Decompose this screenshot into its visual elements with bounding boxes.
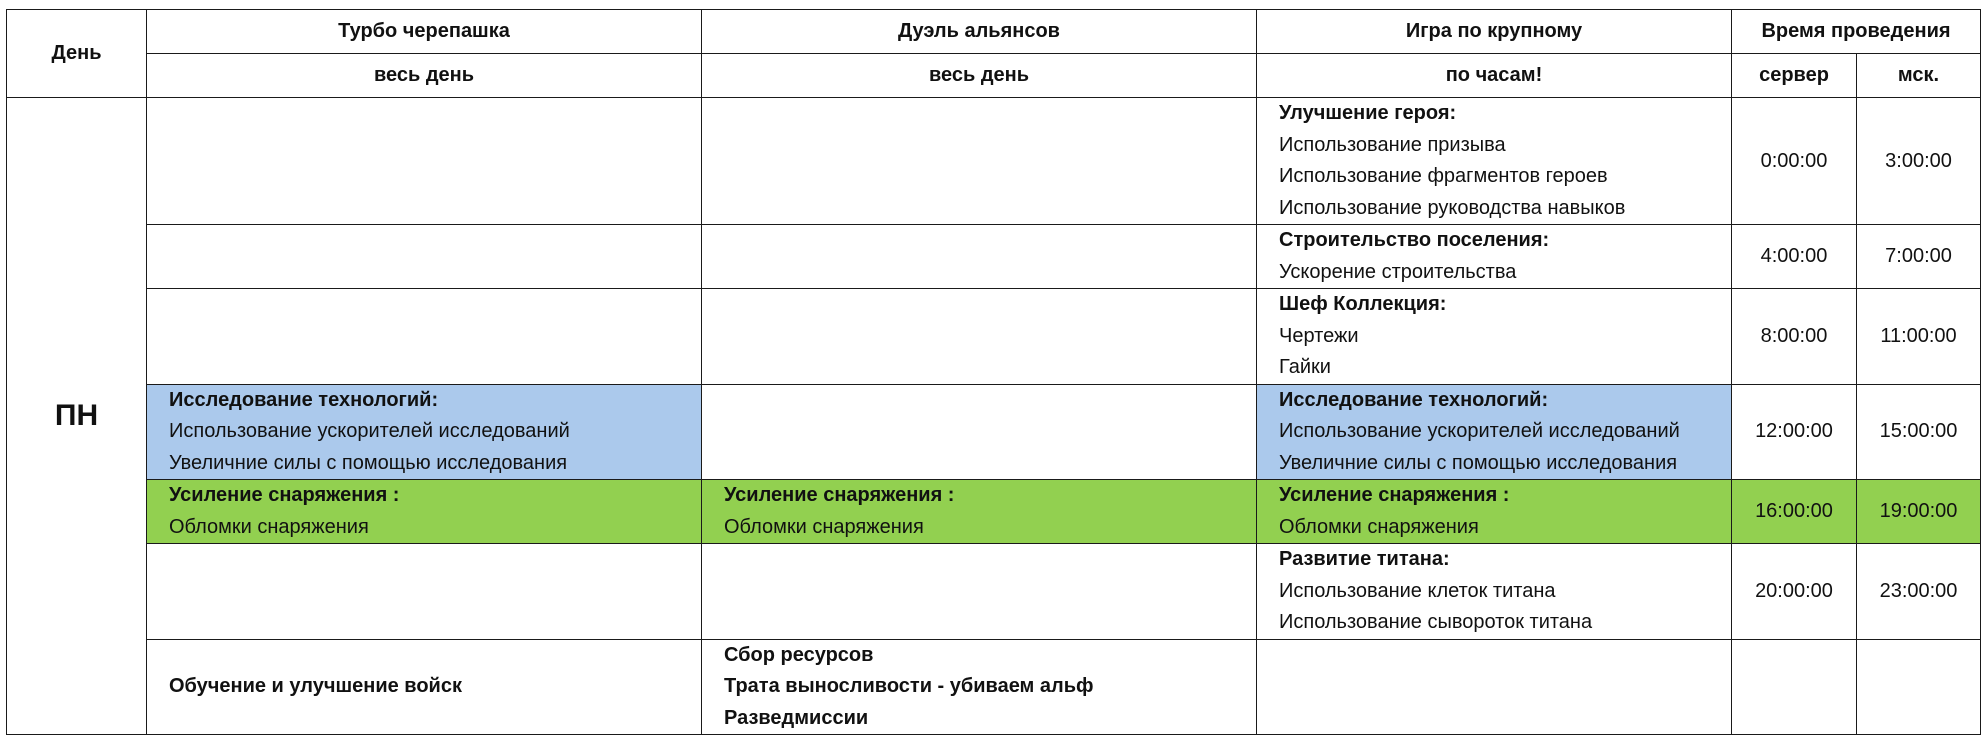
turbo-turtle-cell (147, 384, 702, 480)
event-title: Шеф Коллекция: (1279, 293, 1447, 315)
event-title: Исследование технологий: (169, 388, 439, 411)
event-title: Усиление снаряжения : (169, 484, 400, 506)
turbo-turtle-subheader: весь день (147, 54, 702, 98)
event-item: Использование сывороток титана (1279, 611, 1593, 633)
event-item: Обломки снаряжения (169, 515, 369, 538)
event-item: Использование ускорителей исследований (169, 420, 570, 442)
event-item: Ускорение строительства (1279, 260, 1517, 283)
turbo-turtle-cell (147, 98, 702, 225)
alliance-duel-cell (702, 544, 1257, 640)
event-item: Использование призыва (1279, 133, 1506, 156)
schedule-row (7, 98, 1981, 225)
turbo-turtle-cell (147, 639, 702, 735)
subheader-row (7, 54, 1981, 98)
big-game-cell (1257, 225, 1732, 289)
turbo-turtle-cell (147, 289, 702, 385)
alliance-duel-cell (702, 225, 1257, 289)
server-time-cell: 20:00:00 (1732, 544, 1857, 640)
day-cell: ПН (7, 98, 147, 735)
msk-time-cell: 15:00:00 (1857, 384, 1981, 480)
server-time-cell: 16:00:00 (1732, 480, 1857, 544)
event-item: Увеличние силы с помощью исследования (1279, 451, 1678, 474)
schedule-row (7, 480, 1981, 544)
event-title: Улучшение героя: (1279, 102, 1457, 124)
schedule-row (7, 289, 1981, 385)
event-item: Использование клеток титана (1279, 579, 1556, 602)
event-item: Использование ускорителей исследований (1279, 420, 1680, 442)
turbo-turtle-cell (147, 225, 702, 289)
schedule-row (7, 544, 1981, 640)
big-game-cell (1257, 384, 1732, 480)
event-title: Усиление снаряжения : (1279, 484, 1510, 506)
big-game-subheader: по часам! (1257, 54, 1732, 98)
event-title: Сбор ресурсов (724, 643, 874, 666)
schedule-row (7, 384, 1981, 480)
alliance-duel-cell (702, 98, 1257, 225)
event-title: Разведмиссии (724, 706, 869, 729)
msk-time-cell: 7:00:00 (1857, 225, 1981, 289)
alliance-duel-cell (702, 289, 1257, 385)
server-time-cell: 0:00:00 (1732, 98, 1857, 225)
msk-time-cell: 19:00:00 (1857, 480, 1981, 544)
big-game-header: Игра по крупному (1257, 10, 1732, 54)
server-time-cell: 4:00:00 (1732, 225, 1857, 289)
big-game-cell (1257, 98, 1732, 225)
event-title: Трата выносливости - убиваем альф (724, 675, 1094, 697)
event-item: Обломки снаряжения (724, 515, 924, 538)
server-time-cell: 12:00:00 (1732, 384, 1857, 480)
event-title: Развитие титана: (1279, 548, 1450, 570)
event-title: Обучение и улучшение войск (169, 675, 462, 697)
event-item: Использование руководства навыков (1279, 196, 1626, 219)
turbo-turtle-header: Турбо черепашка (147, 10, 702, 54)
alliance-duel-cell (702, 480, 1257, 544)
big-game-cell (1257, 289, 1732, 385)
event-schedule-table (6, 9, 1981, 735)
server-time-cell: 8:00:00 (1732, 289, 1857, 385)
event-item: Обломки снаряжения (1279, 515, 1479, 538)
big-game-cell (1257, 639, 1732, 735)
msk-time-cell: 3:00:00 (1857, 98, 1981, 225)
event-title: Усиление снаряжения : (724, 484, 955, 506)
big-game-cell (1257, 480, 1732, 544)
event-title: Строительство поселения: (1279, 229, 1550, 251)
event-item: Использование фрагментов героев (1279, 165, 1608, 187)
event-item: Гайки (1279, 356, 1331, 378)
big-game-cell (1257, 544, 1732, 640)
event-item: Чертежи (1279, 324, 1359, 347)
msk-time-cell: 11:00:00 (1857, 289, 1981, 385)
alliance-duel-header: Дуэль альянсов (702, 10, 1257, 54)
msk-time-header: мск. (1857, 54, 1981, 98)
msk-time-cell: 23:00:00 (1857, 544, 1981, 640)
msk-time-cell (1857, 639, 1981, 735)
alliance-duel-cell (702, 384, 1257, 480)
time-header: Время проведения (1732, 10, 1981, 54)
schedule-row (7, 639, 1981, 735)
alliance-duel-cell (702, 639, 1257, 735)
event-title: Исследование технологий: (1279, 388, 1549, 411)
server-time-header: сервер (1732, 54, 1857, 98)
server-time-cell (1732, 639, 1857, 735)
turbo-turtle-cell (147, 544, 702, 640)
alliance-duel-subheader: весь день (702, 54, 1257, 98)
header-row (7, 10, 1981, 54)
day-column-header: День (7, 10, 147, 98)
event-item: Увеличние силы с помощью исследования (169, 451, 568, 474)
schedule-row (7, 225, 1981, 289)
turbo-turtle-cell (147, 480, 702, 544)
